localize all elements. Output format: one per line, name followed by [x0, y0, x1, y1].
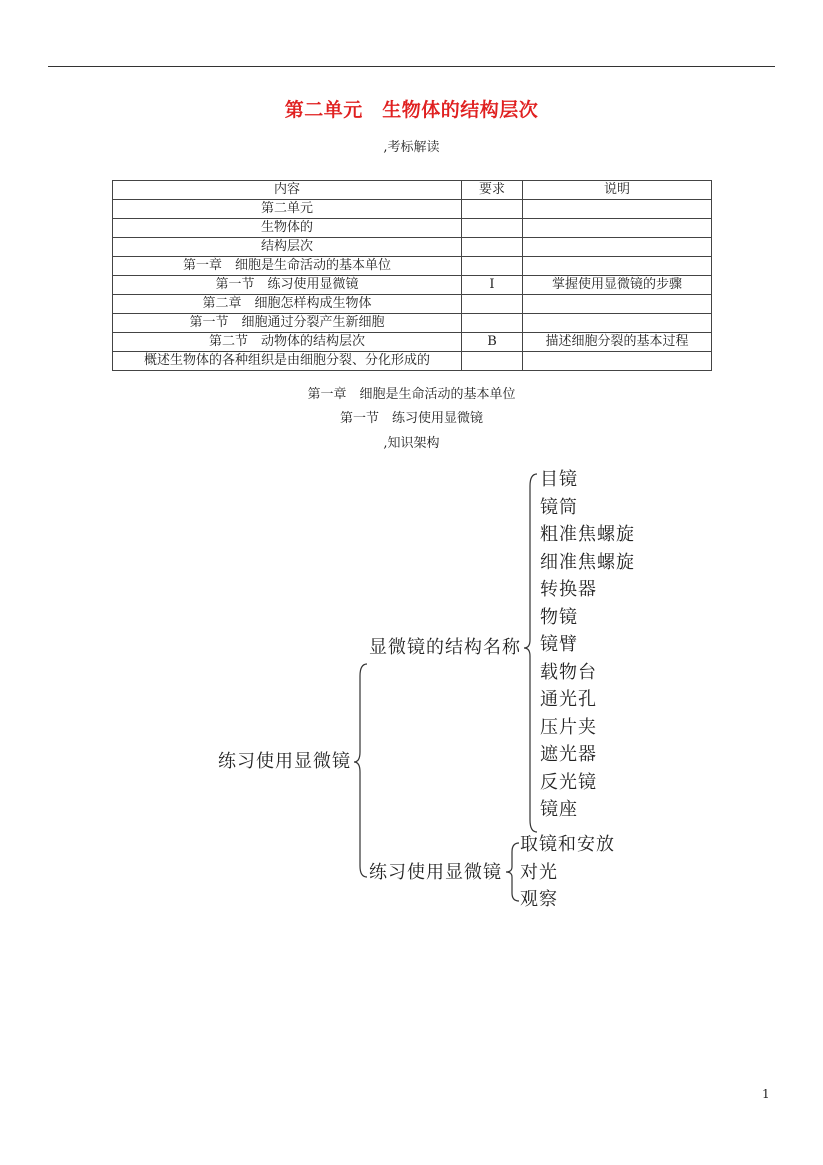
- usage-brace: [506, 843, 519, 901]
- section-label-exam: ,考标解读: [383, 140, 440, 155]
- structure-item: 细准焦螺旋: [540, 551, 635, 573]
- table-header-cell: 说明: [523, 181, 712, 200]
- table-cell: 结构层次: [113, 238, 462, 257]
- table-cell: 第一章 细胞是生命活动的基本单位: [113, 257, 462, 276]
- usage-step: 观察: [520, 889, 558, 910]
- table-cell: 第一节 细胞通过分裂产生新细胞: [113, 314, 462, 333]
- table-cell: 第二章 细胞怎样构成生物体: [113, 295, 462, 314]
- structure-item: 通光孔: [540, 689, 597, 710]
- structure-item: 粗准焦螺旋: [540, 524, 635, 545]
- root-brace: [354, 664, 367, 877]
- table-cell: 第二节 动物体的结构层次: [113, 333, 462, 352]
- section-heading: 第一节 练习使用显微镜: [339, 411, 483, 426]
- structure-item: 物镜: [540, 606, 578, 628]
- structure-item: 镜筒: [540, 496, 578, 518]
- table-cell: 生物体的: [113, 219, 462, 238]
- structure-brace: [524, 474, 537, 832]
- structure-item: 反光镜: [540, 771, 597, 793]
- table-cell: Ⅰ: [462, 276, 523, 295]
- table-cell: 描述细胞分裂的基本过程: [523, 333, 712, 352]
- table-cell: B: [462, 333, 523, 352]
- usage-step: 取镜和安放: [520, 834, 615, 855]
- structure-item: 载物台: [540, 661, 597, 683]
- structure-item: 压片夹: [540, 716, 597, 738]
- map-root: 练习使用显微镜: [218, 751, 351, 772]
- table-header-cell: 内容: [113, 181, 462, 200]
- page-number: 1: [762, 1087, 770, 1101]
- map-branch-structure: 显微镜的结构名称: [369, 637, 521, 658]
- section-label-knowledge: ,知识架构: [383, 436, 440, 451]
- structure-item: 遮光器: [540, 744, 597, 765]
- map-branch-usage: 练习使用显微镜: [369, 862, 502, 883]
- table-cell: 概述生物体的各种组织是由细胞分裂、分化形成的: [113, 352, 462, 371]
- structure-item: 镜臂: [540, 634, 578, 655]
- table-header-cell: 要求: [462, 181, 523, 200]
- structure-item: 目镜: [540, 469, 578, 490]
- table-cell: 第一节 练习使用显微镜: [113, 276, 462, 295]
- table-cell: 掌握使用显微镜的步骤: [523, 276, 712, 295]
- structure-item: 转换器: [540, 579, 597, 600]
- table-cell: 第二单元: [113, 200, 462, 219]
- chapter-heading: 第一章 细胞是生命活动的基本单位: [307, 387, 516, 402]
- usage-step: 对光: [520, 861, 558, 883]
- structure-item: 镜座: [540, 799, 578, 820]
- page-title: 第二单元 生物体的结构层次: [284, 99, 539, 121]
